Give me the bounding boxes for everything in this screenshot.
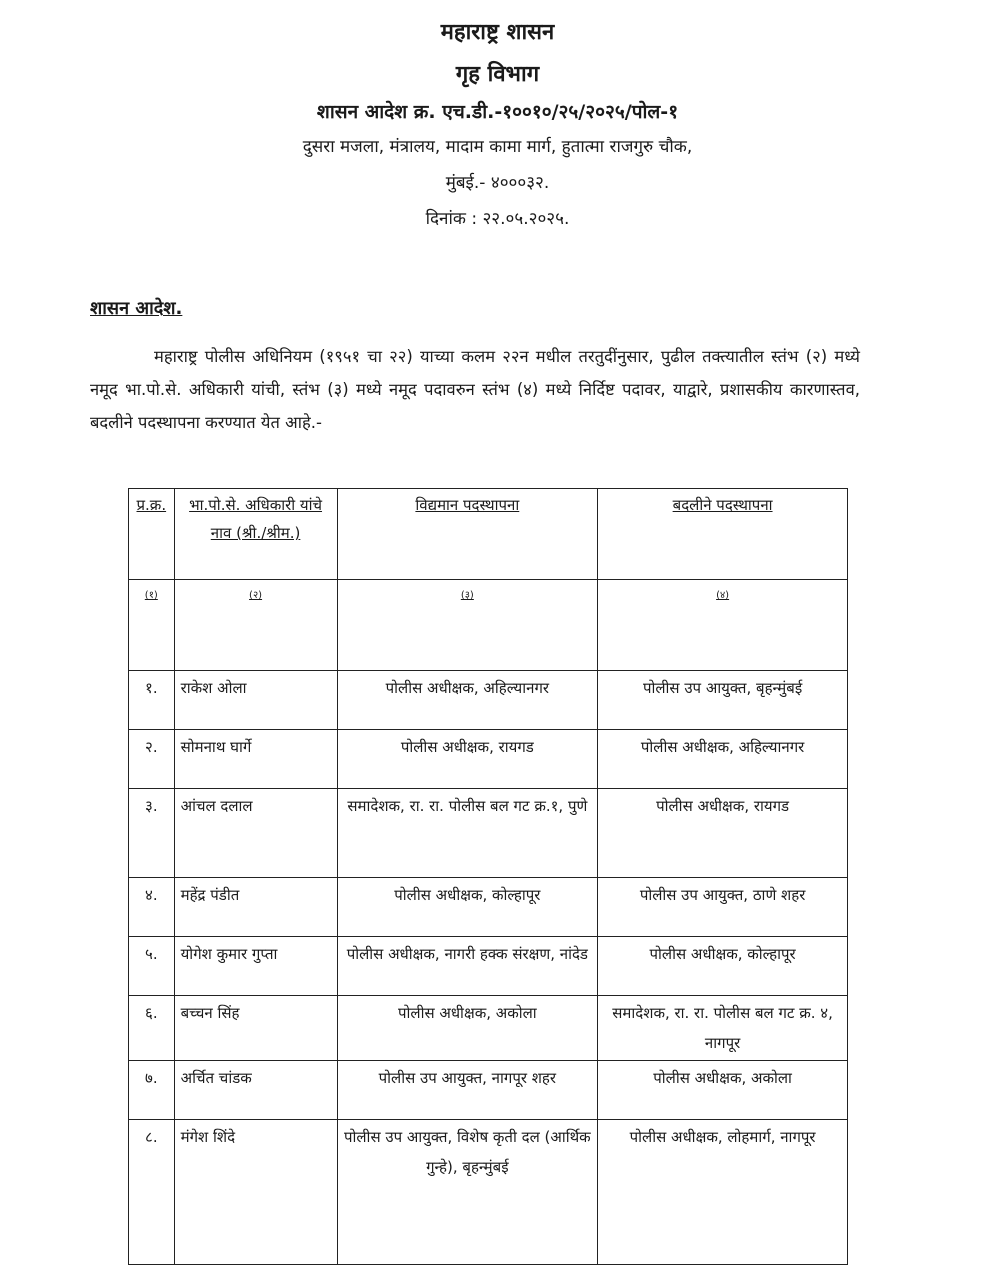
office-city: मुंबई.- ४०००३२.	[445, 173, 550, 193]
new-posting: पोलीस उप आयुक्त, बृहन्मुंबई	[598, 671, 848, 730]
row-sr: ५.	[129, 937, 175, 996]
current-posting: पोलीस उप आयुक्त, नागपूर शहर	[337, 1061, 598, 1120]
officer-name: मंगेश शिंदे	[174, 1120, 337, 1265]
transfer-table	[128, 488, 848, 1265]
new-posting: पोलीस अधीक्षक, कोल्हापूर	[598, 937, 848, 996]
table-row	[129, 878, 848, 937]
officer-name: बच्चन सिंह	[174, 996, 337, 1061]
officer-name: सोमनाथ घार्गे	[174, 730, 337, 789]
section-title: शासन आदेश.	[90, 298, 183, 319]
current-posting: पोलीस उप आयुक्त, विशेष कृती दल (आर्थिक गुन्हे), बृहन्मुंबई	[337, 1120, 598, 1265]
new-posting: समादेशक, रा. रा. पोलीस बल गट क्र. ४, नागपूर	[598, 996, 848, 1061]
order-paragraph: महाराष्ट्र पोलीस अधिनियम (१९५१ चा २२) याच्या कलम २२न मधील तरतुदींनुसार, पुढील तक्त्यातील स्तंभ (२) मध्ये नमूद भा.पो.से. अधिकारी यांची, स्तंभ (३) मध्ये नमूद पदावरुन स्तंभ (४) मध्ये निर्दिष्ट पदावर, याद्वारे, प्रशासकीय कारणास्तव, बदलीने पदस्थापना करण्यात येत आहे.-	[90, 347, 860, 432]
order-number: शासन आदेश क्र. एच.डी.-१००१०/२५/२०२५/पोल-१	[316, 101, 679, 123]
row-sr: ८.	[129, 1120, 175, 1265]
current-posting: पोलीस अधीक्षक, अकोला	[337, 996, 598, 1061]
header-new-posting: बदलीने पदस्थापना	[598, 489, 848, 580]
table-row	[129, 1061, 848, 1120]
officer-name: योगेश कुमार गुप्ता	[174, 937, 337, 996]
current-posting: पोलीस अधीक्षक, रायगड	[337, 730, 598, 789]
row-sr: ६.	[129, 996, 175, 1061]
department-title: गृह विभाग	[455, 62, 540, 87]
header-sr: प्र.क्र.	[129, 489, 175, 580]
column-number: (४)	[598, 580, 848, 671]
new-posting: पोलीस अधीक्षक, अहिल्यानगर	[598, 730, 848, 789]
table-row	[129, 730, 848, 789]
office-address: दुसरा मजला, मंत्रालय, मादाम कामा मार्ग, हुतात्मा राजगुरु चौक,	[302, 137, 693, 157]
new-posting: पोलीस अधीक्षक, लोहमार्ग, नागपूर	[598, 1120, 848, 1265]
row-sr: २.	[129, 730, 175, 789]
header-name: भा.पो.से. अधिकारी यांचे नाव (श्री./श्रीम.)	[174, 489, 337, 580]
officer-name: अर्चित चांडक	[174, 1061, 337, 1120]
row-sr: ४.	[129, 878, 175, 937]
row-sr: ३.	[129, 789, 175, 878]
table-row	[129, 671, 848, 730]
new-posting: पोलीस उप आयुक्त, ठाणे शहर	[598, 878, 848, 937]
table-row	[129, 996, 848, 1061]
row-sr: ७.	[129, 1061, 175, 1120]
table-row	[129, 1120, 848, 1265]
officer-name: आंचल दलाल	[174, 789, 337, 878]
column-number-row	[129, 580, 848, 671]
row-sr: १.	[129, 671, 175, 730]
table-header-row	[129, 489, 848, 580]
new-posting: पोलीस अधीक्षक, रायगड	[598, 789, 848, 878]
column-number: (१)	[129, 580, 175, 671]
column-number: (२)	[174, 580, 337, 671]
current-posting: समादेशक, रा. रा. पोलीस बल गट क्र.१, पुणे	[337, 789, 598, 878]
officer-name: राकेश ओला	[174, 671, 337, 730]
government-title: महाराष्ट्र शासन	[440, 20, 555, 45]
order-date: दिनांक : २२.०५.२०२५.	[425, 209, 570, 229]
current-posting: पोलीस अधीक्षक, नागरी हक्क संरक्षण, नांदेड	[337, 937, 598, 996]
new-posting: पोलीस अधीक्षक, अकोला	[598, 1061, 848, 1120]
header-current-posting: विद्यमान पदस्थापना	[337, 489, 598, 580]
current-posting: पोलीस अधीक्षक, कोल्हापूर	[337, 878, 598, 937]
column-number: (३)	[337, 580, 598, 671]
table-row	[129, 937, 848, 996]
officer-name: महेंद्र पंडीत	[174, 878, 337, 937]
current-posting: पोलीस अधीक्षक, अहिल्यानगर	[337, 671, 598, 730]
table-row	[129, 789, 848, 878]
